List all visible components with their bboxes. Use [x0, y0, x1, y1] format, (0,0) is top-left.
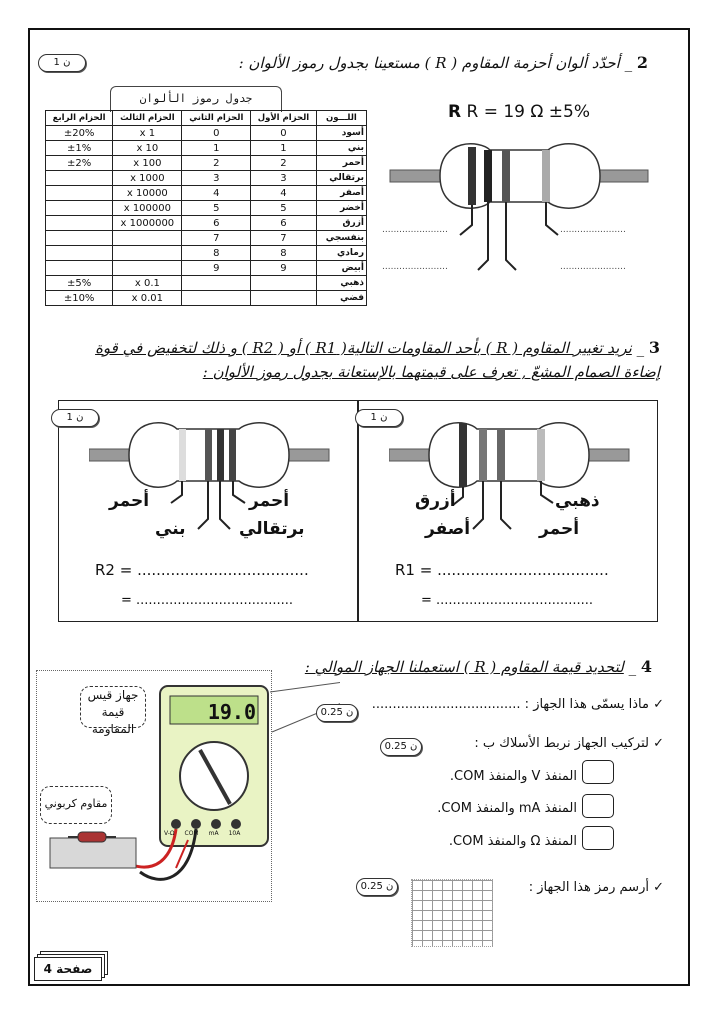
r1-color-left-top: أزرق: [415, 491, 456, 511]
table-cell-first: 4: [251, 186, 317, 201]
r1-band-4: [537, 429, 545, 481]
meter-display: 19.0: [207, 700, 256, 724]
q4b-question: ✓ لتركيب الجهاز نربط الأسلاك ب :: [474, 736, 664, 751]
table-cell-third: [113, 246, 182, 261]
table-cell-first: 5: [251, 201, 317, 216]
r1-color-right-bottom: أحمر: [539, 519, 580, 539]
panel-r2: [58, 400, 358, 622]
table-cell-fourth: [46, 171, 113, 186]
table-cell-second: 9: [182, 261, 251, 276]
table-cell-fourth: ±1%: [46, 141, 113, 156]
option2-checkbox[interactable]: [582, 794, 614, 818]
table-cell-second: 3: [182, 171, 251, 186]
table-cell-first: 9: [251, 261, 317, 276]
table-cell-second: 1: [182, 141, 251, 156]
q4c-mark: 0.25 ن: [356, 878, 398, 896]
panel-r1: [358, 400, 658, 622]
table-cell-color: برتقالي: [316, 171, 366, 186]
table-row: [46, 141, 367, 156]
table-row: [46, 186, 367, 201]
header-first: الحزام الأول: [251, 111, 317, 126]
table-cell-third: x 1000: [113, 171, 182, 186]
table-cell-third: [113, 231, 182, 246]
q2-number: 2: [636, 53, 648, 72]
r2-band-3: [205, 429, 212, 481]
pointer-1: [460, 205, 472, 235]
r2-answer: R2 = ....................................: [95, 561, 309, 579]
r2-band-4: [179, 429, 186, 481]
q2-title-text: أحدّد ألوان أحزمة المقاوم ( R ) مستعينا بجدول رموز الألوان :: [238, 54, 620, 72]
table-row: [46, 291, 367, 306]
answer-blank-4: .......................: [560, 262, 626, 272]
r1-band-3: [497, 429, 505, 481]
resistor-r-diagram: [380, 130, 670, 280]
table-row: [46, 201, 367, 216]
header-color: اللـــون: [316, 111, 366, 126]
table-cell-fourth: ±20%: [46, 126, 113, 141]
port-10a[interactable]: [231, 819, 241, 829]
band-2: [484, 150, 492, 202]
table-cell-color: أصفر: [316, 186, 366, 201]
r1-mark: 1 ن: [355, 409, 403, 427]
table-cell-fourth: [46, 186, 113, 201]
answer-blank-1: .......................: [382, 225, 448, 235]
table-row: [46, 156, 367, 171]
r1-band-2: [479, 429, 487, 481]
table-cell-first: 7: [251, 231, 317, 246]
color-code-table: [45, 110, 367, 306]
r2-color-left-bottom: بني: [155, 519, 186, 539]
table-cell-color: أسود: [316, 126, 366, 141]
q4a-question: ✓ ماذا يسمّى هذا الجهاز : ....................................: [371, 697, 664, 712]
port-labels: [164, 830, 274, 837]
port-label-vohm: V-Ω: [164, 830, 175, 837]
q4-number: 4: [640, 657, 652, 676]
port-label-com: COM: [184, 830, 199, 837]
bubble-resistor: مقاوم كربوني: [40, 786, 112, 824]
r2-mark: 1 ن: [51, 409, 99, 427]
port-ma[interactable]: [211, 819, 221, 829]
header-fourth: الحزام الرابع: [46, 111, 113, 126]
r1-color-right-top: ذهبي: [555, 491, 600, 511]
table-cell-second: 0: [182, 126, 251, 141]
drawing-grid[interactable]: [411, 879, 493, 947]
table-title: جدول رموز الألوان: [110, 86, 282, 112]
table-cell-second: [182, 276, 251, 291]
table-cell-color: بنفسجي: [316, 231, 366, 246]
table-cell-fourth: ±10%: [46, 291, 113, 306]
table-cell-color: فضي: [316, 291, 366, 306]
table-cell-second: 2: [182, 156, 251, 171]
table-cell-first: 6: [251, 216, 317, 231]
table-cell-color: أخضر: [316, 201, 366, 216]
port-label-ma: mA: [208, 830, 219, 837]
table-cell-third: x 10: [113, 141, 182, 156]
band-4: [542, 150, 550, 202]
lead-left: [390, 170, 440, 182]
table-cell-color: أحمر: [316, 156, 366, 171]
pointer-2: [478, 202, 488, 270]
q3-number: 3: [648, 338, 660, 357]
table-row: [46, 216, 367, 231]
r2-color-right-bottom: برتقالي: [239, 519, 305, 539]
table-cell-color: رمادي: [316, 246, 366, 261]
table-cell-first: 0: [251, 126, 317, 141]
table-cell-third: x 0.01: [113, 291, 182, 306]
q3-line2: إضاءة الصمام المشعّ , تعرف على قيمتهما بالإستعانة بجدول رموز الألوان :: [202, 363, 660, 381]
table-cell-third: x 10000: [113, 186, 182, 201]
q4a-mark: 0.25 ن: [316, 704, 358, 722]
r2-answer-eq: = ......................................: [121, 593, 294, 608]
header-third: الحزام الثالث: [113, 111, 182, 126]
port-vohm[interactable]: [171, 819, 181, 829]
table-cell-fourth: [46, 246, 113, 261]
lead-right: [598, 170, 648, 182]
header-second: الحزام الثاني: [182, 111, 251, 126]
q3-line1: 3 _ نريد تغيير المقاوم ( R ) بأحد المقاومات التالية( R1 ) أو ( R2 ) و ذلك لتخفيض في قوة: [95, 338, 660, 357]
table-row: [46, 261, 367, 276]
carbon-resistor: [78, 832, 106, 842]
table-row: [46, 126, 367, 141]
page-number: صفحة 4: [34, 957, 102, 981]
table-cell-third: x 100000: [113, 201, 182, 216]
table-cell-third: x 0.1: [113, 276, 182, 291]
option1-label: المنفذ V والمنفذ COM.: [449, 769, 577, 784]
r1-answer-eq: = ......................................: [421, 593, 594, 608]
table-cell-fourth: [46, 261, 113, 276]
option2-label: المنفذ mA والمنفذ COM.: [437, 801, 577, 816]
q4b-mark: 0.25 ن: [380, 738, 422, 756]
option3-label: المنفذ Ω والمنفذ COM.: [448, 834, 577, 849]
table-cell-color: أبيض: [316, 261, 366, 276]
table-row: [46, 171, 367, 186]
table-cell-color: أزرق: [316, 216, 366, 231]
port-com[interactable]: [191, 819, 201, 829]
port-label-10a: 10A: [228, 830, 241, 837]
answer-blank-3: .......................: [560, 225, 626, 235]
table-header-row: [46, 111, 367, 126]
q4-title: 4 _ لتحديد قيمة المقاوم ( R ) استعملنا الجهاز الموالي :: [304, 657, 652, 676]
table-cell-third: x 1000000: [113, 216, 182, 231]
option3-checkbox[interactable]: [582, 826, 614, 850]
table-cell-third: x 100: [113, 156, 182, 171]
table-cell-first: [251, 291, 317, 306]
table-cell-second: 4: [182, 186, 251, 201]
table-cell-second: 8: [182, 246, 251, 261]
r2-band-2: [217, 429, 224, 481]
table-cell-fourth: [46, 231, 113, 246]
table-cell-third: [113, 261, 182, 276]
table-cell-first: [251, 276, 317, 291]
band-3: [502, 150, 510, 202]
r1-color-left-bottom: أصفر: [425, 519, 471, 539]
table-cell-second: 6: [182, 216, 251, 231]
table-cell-first: 8: [251, 246, 317, 261]
table-cell-second: [182, 291, 251, 306]
resistor-value: R R = 19 Ω ±5%: [448, 102, 591, 122]
q2-title: 2 _ أحدّد ألوان أحزمة المقاوم ( R ) مستعينا بجدول رموز الألوان :: [238, 53, 648, 72]
table-row: [46, 276, 367, 291]
r1-answer: R1 = ....................................: [395, 561, 609, 579]
table-cell-second: 7: [182, 231, 251, 246]
table-cell-first: 1: [251, 141, 317, 156]
option1-checkbox[interactable]: [582, 760, 614, 784]
band-1: [468, 147, 476, 205]
r1-band-1: [459, 423, 467, 487]
table-row: [46, 231, 367, 246]
bubble-device: جهاز قيس قيمة المقاومة: [80, 686, 146, 728]
q4c-question: ✓ أرسم رمز هذا الجهاز :: [528, 880, 664, 895]
table-cell-fourth: ±2%: [46, 156, 113, 171]
table-cell-color: بني: [316, 141, 366, 156]
table-cell-fourth: [46, 216, 113, 231]
r2-band-1: [229, 429, 236, 481]
table-row: [46, 246, 367, 261]
table-cell-third: x 1: [113, 126, 182, 141]
q2-mark: 1 ن: [38, 54, 86, 72]
resistor-body: [440, 144, 600, 208]
r2-color-right-top: أحمر: [249, 491, 290, 511]
table-cell-fourth: ±5%: [46, 276, 113, 291]
table-cell-first: 2: [251, 156, 317, 171]
table-cell-first: 3: [251, 171, 317, 186]
table-cell-color: ذهبي: [316, 276, 366, 291]
table-cell-second: 5: [182, 201, 251, 216]
table-cell-fourth: [46, 201, 113, 216]
r2-color-left-top: أحمر: [109, 491, 150, 511]
pointer-3: [506, 202, 516, 270]
answer-blank-2: .......................: [382, 262, 448, 272]
